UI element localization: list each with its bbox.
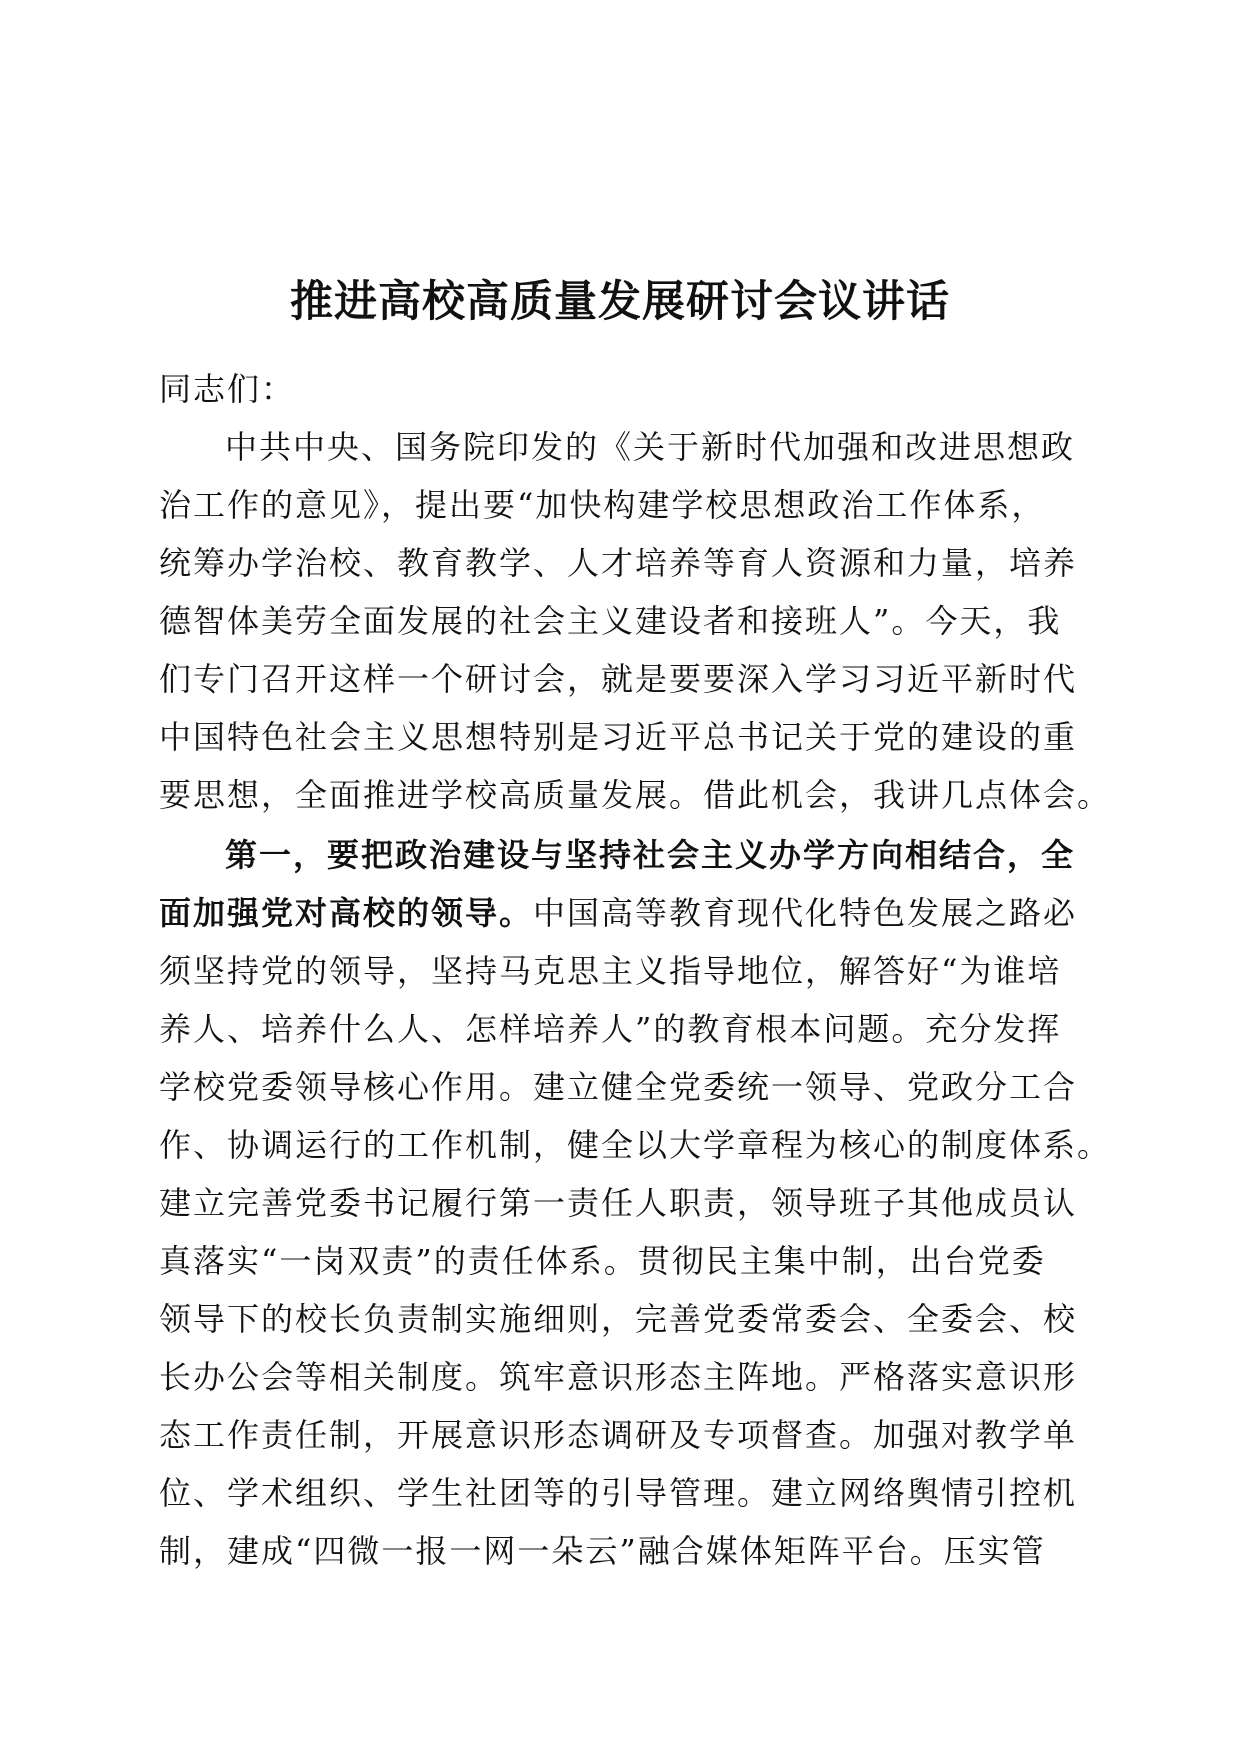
intro-line: 德智体美劳全面发展的社会主义建设者和接班人”。今天，我 bbox=[159, 602, 1062, 640]
section-one-line: 建立完善党委书记履行第一责任人职责，领导班子其他成员认 bbox=[159, 1184, 1078, 1222]
section-one-heading-end: 面加强党对高校的领导。 bbox=[159, 894, 534, 932]
intro-paragraph bbox=[159, 418, 1112, 824]
salutation: 同志们： bbox=[159, 370, 296, 408]
section-one-line: 领导下的校长负责制实施细则，完善党委常委会、全委会、校 bbox=[159, 1300, 1078, 1338]
intro-line: 要思想，全面推进学校高质量发展。借此机会，我讲几点体会。 bbox=[159, 776, 1112, 814]
section-one-line-text: 中国高等教育现代化特色发展之路必 bbox=[533, 894, 1078, 932]
document-title: 推进高校高质量发展研讨会议讲话 bbox=[290, 277, 950, 327]
section-one-line: 真落实“一岗双责”的责任体系。贯彻民主集中制，出台党委 bbox=[159, 1242, 1046, 1280]
intro-line: 统筹办学治校、教育教学、人才培养等育人资源和力量，培养 bbox=[159, 544, 1078, 582]
intro-line: 中国特色社会主义思想特别是习近平总书记关于党的建设的重 bbox=[159, 718, 1078, 756]
section-one-heading: 第一，要把政治建设与坚持社会主义办学方向相结合，全 bbox=[225, 836, 1076, 874]
intro-line: 治工作的意见》，提出要“加快构建学校思想政治工作体系， bbox=[159, 486, 1046, 524]
intro-line: 们专门召开这样一个研讨会，就是要要深入学习习近平新时代 bbox=[159, 660, 1078, 698]
section-one-paragraph bbox=[159, 826, 1112, 1580]
section-one-line: 态工作责任制，开展意识形态调研及专项督查。加强对教学单 bbox=[159, 1416, 1078, 1454]
section-one-line: 养人、培养什么人、怎样培养人”的教育根本问题。充分发挥 bbox=[159, 1010, 1062, 1048]
section-one-line: 学校党委领导核心作用。建立健全党委统一领导、党政分工合 bbox=[159, 1068, 1078, 1106]
section-one-line bbox=[159, 884, 1079, 942]
section-one-line: 位、学术组织、学生社团等的引导管理。建立网络舆情引控机 bbox=[159, 1474, 1078, 1512]
section-one-line: 作、协调运行的工作机制，健全以大学章程为核心的制度体系。 bbox=[159, 1126, 1112, 1164]
section-one-line: 须坚持党的领导，坚持马克思主义指导地位，解答好“为谁培 bbox=[159, 952, 1062, 990]
section-one-line: 制，建成“四微一报一网一朵云”融合媒体矩阵平台。压实管 bbox=[159, 1532, 1046, 1570]
intro-line: 中共中央、国务院印发的《关于新时代加强和改进思想政 bbox=[225, 428, 1076, 466]
section-one-line: 长办公会等相关制度。筑牢意识形态主阵地。严格落实意识形 bbox=[159, 1358, 1078, 1396]
